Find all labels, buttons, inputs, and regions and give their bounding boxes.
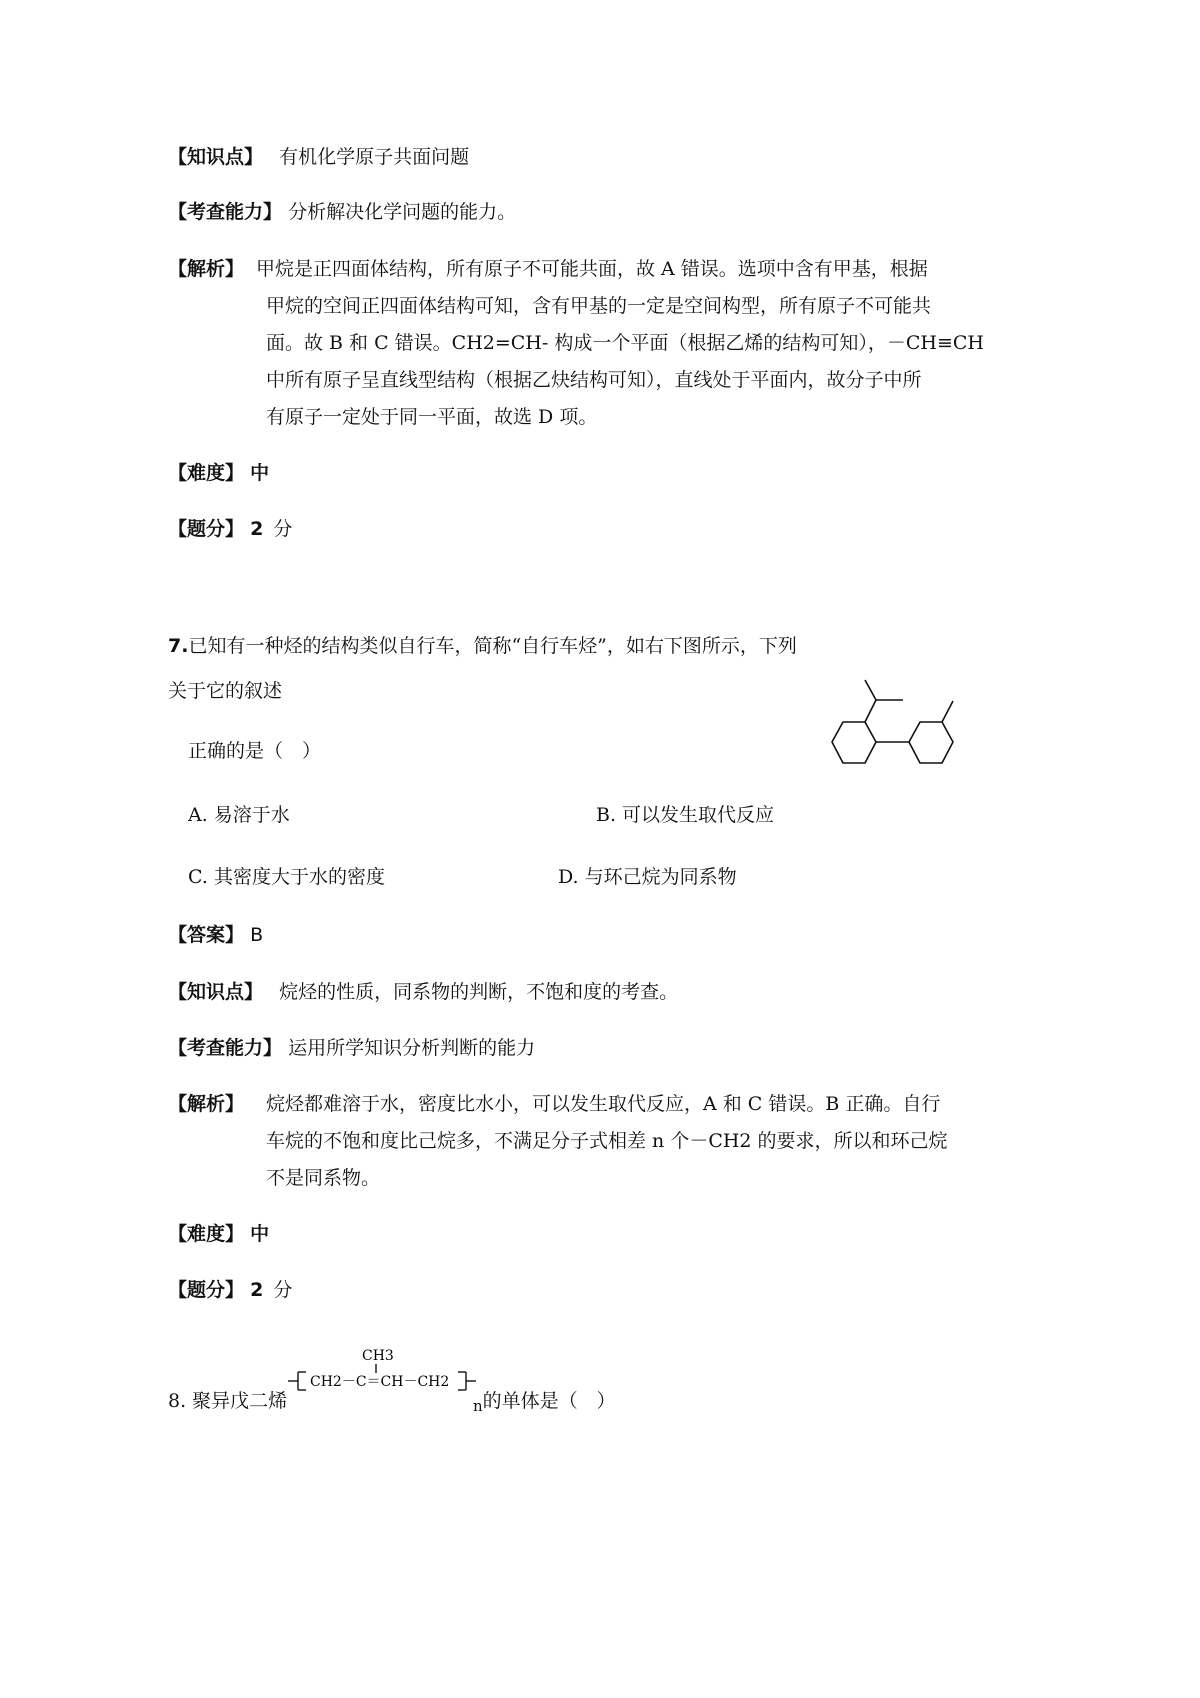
q7-stem-line-1 [168,637,797,656]
q7-analysis-label: 【解析】 [168,1093,245,1115]
q6-analysis-line-4: 中所有原子呈直线型结构（根据乙炔结构可知），直线处于平面内，故分子中所 [266,369,922,391]
q7-analysis-line-3: 不是同系物。 [266,1167,381,1189]
q6-ability-text: 分析解决化学问题的能力。 [288,201,517,223]
isopropyl-stem [865,700,876,722]
bicycle-hydrocarbon-structure [820,670,970,775]
q7-difficulty-row [168,1225,269,1244]
q7-score-row [168,1281,292,1300]
q7-knowledge-text: 烷烃的性质，同系物的判断，不饱和度的考查。 [279,981,679,1003]
right-cyclohexane-ring [909,722,953,763]
q7-difficulty-value: 中 [250,1223,270,1245]
q7-score-label: 【题分】 [168,1279,245,1301]
q6-difficulty-label: 【难度】 [168,462,245,484]
methyl-group-label: CH3 [362,1348,394,1364]
q7-score-unit: 分 [273,1279,293,1301]
q7-stem-line-2: 关于它的叙述 [168,680,283,702]
q6-analysis-label-row [168,260,244,279]
polyisoprene-formula [288,1344,488,1416]
q8-prefix: 8. 聚异戊二烯 [168,1390,288,1412]
q6-analysis-line-1: 甲烷是正四面体结构，所有原子不可能共面，故 A 错误。选项中含有甲基，根据 [256,258,928,280]
q6-knowledge-label: 【知识点】 [168,146,264,168]
q6-knowledge-text: 有机化学原子共面问题 [279,146,470,168]
polymer-repeat-unit: CH2－C＝CH－CH2 [310,1374,450,1390]
q6-analysis-line-2: 甲烷的空间正四面体结构可知，含有甲基的一定是空间构型，所有原子不可能共 [266,295,932,317]
q6-analysis-line-3: 面。故 B 和 C 错误。CH2=CH- 构成一个平面（根据乙烯的结构可知），－CH≡CH [266,332,984,354]
q7-ability-text: 运用所学知识分析判断的能力 [288,1037,536,1059]
q6-difficulty-row [168,464,269,483]
methyl-bond [942,701,953,722]
left-cyclohexane-ring [832,722,876,763]
q7-answer-row [168,926,263,945]
q6-analysis-line-5: 有原子一定处于同一平面，故选 D 项。 [266,406,598,428]
q7-ability-label: 【考查能力】 [168,1037,283,1059]
q8-suffix-row [473,1390,616,1415]
q6-score-unit: 分 [273,518,293,540]
q7-answer-label: 【答案】 [168,924,245,946]
q7-answer-value: B [250,924,264,946]
q7-option-b: B. 可以发生取代反应 [596,804,775,826]
q7-difficulty-label: 【难度】 [168,1223,245,1245]
q7-option-d: D. 与环己烷为同系物 [558,866,737,888]
q7-knowledge-row [168,983,678,1002]
q7-analysis-label-row [168,1095,244,1114]
q7-stem-text-1: 已知有一种烃的结构类似自行车，简称“自行车烃”，如右下图所示，下列 [188,635,797,657]
q7-option-c: C. 其密度大于水的密度 [188,866,385,888]
q6-knowledge-row [168,148,469,167]
isopropyl-branch-1 [865,680,876,700]
q6-score-label: 【题分】 [168,518,245,540]
q7-stem-line-3: 正确的是（ ） [188,740,322,762]
q6-difficulty-value: 中 [250,462,270,484]
q6-ability-label: 【考查能力】 [168,201,283,223]
q8-subscript-n: n [473,1397,483,1415]
q6-score-row [168,520,292,539]
q7-analysis-line-2: 车烷的不饱和度比己烷多，不满足分子式相差 n 个－CH2 的要求，所以和环己烷 [266,1130,948,1152]
q6-analysis-label: 【解析】 [168,258,245,280]
q7-knowledge-label: 【知识点】 [168,981,264,1003]
q7-analysis-line-1: 烷烃都难溶于水，密度比水小，可以发生取代反应，A 和 C 错误。B 正确。自行 [266,1093,941,1115]
q7-score-number: 2 [250,1279,264,1301]
q7-number: 7. [168,635,189,657]
q6-score-number: 2 [250,518,264,540]
q6-ability-row [168,203,516,222]
q7-ability-row [168,1039,535,1058]
q8-suffix: 的单体是（ ） [482,1390,616,1412]
q7-option-a: A. 易溶于水 [188,804,290,826]
